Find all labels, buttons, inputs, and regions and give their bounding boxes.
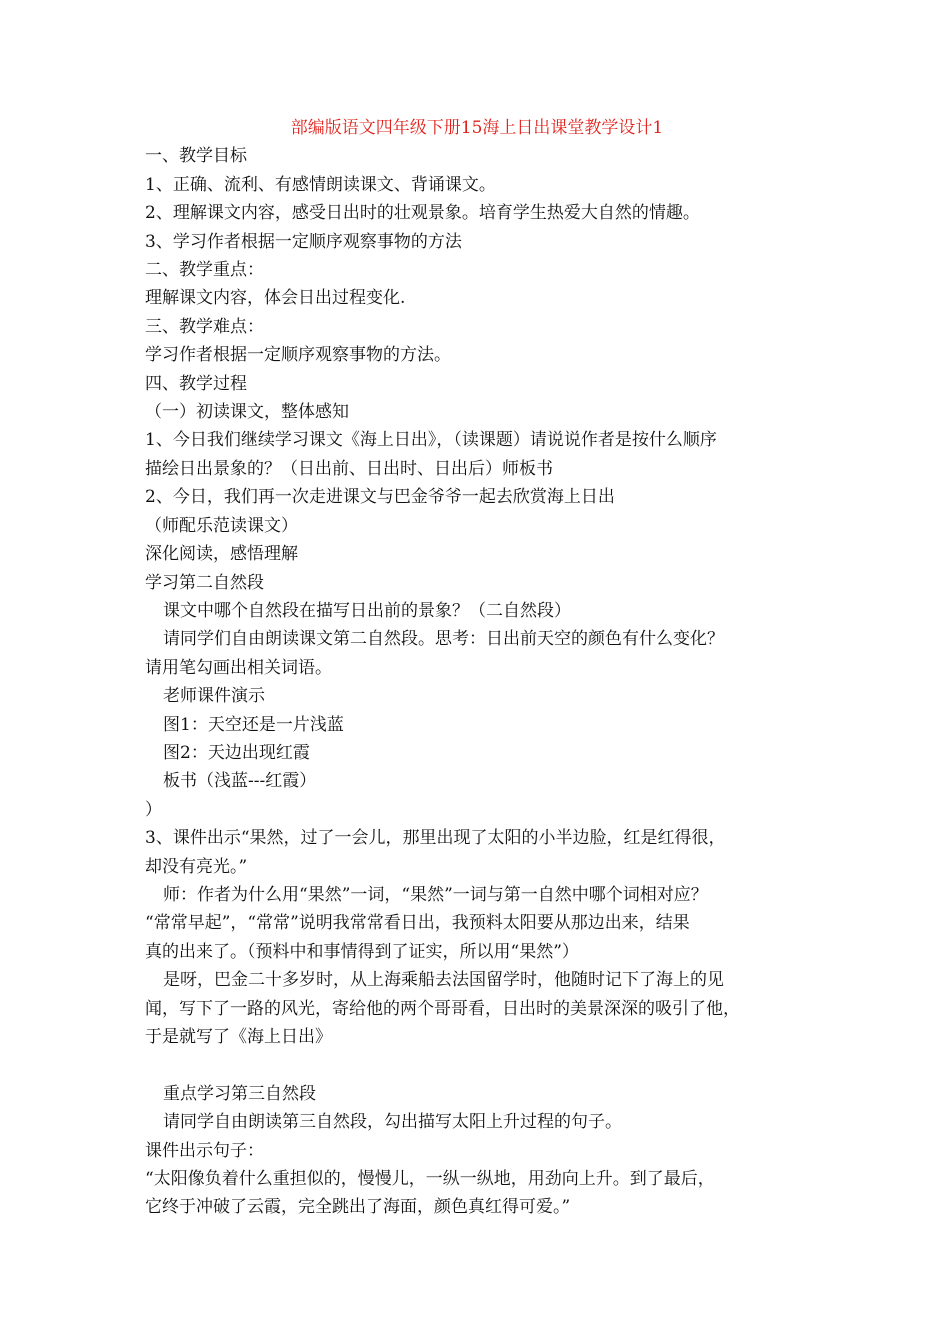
- section-heading-goals: 一、教学目标: [145, 146, 247, 167]
- blank-line: [145, 1051, 815, 1079]
- paragraph-line: 是呀，巴金二十多岁时，从上海乘船去法国留学时，他随时记下了海上的见: [163, 970, 724, 991]
- paragraph-line: 闻，写下了一路的风光，寄给他的两个哥哥看，日出时的美景深深的吸引了他，: [145, 998, 740, 1019]
- paragraph-line: 描绘日出景象的？（日出前、日出时、日出后）师板书: [145, 458, 553, 479]
- section-heading-key-points: 二、教学重点：: [145, 260, 264, 281]
- paragraph-line: 3、课件出示“果然，过了一会儿，那里出现了太阳的小半边脸，红是红得很，: [145, 828, 726, 849]
- paragraph-line: 却没有亮光。”: [145, 856, 248, 877]
- paragraph-line: 老师课件演示: [163, 686, 265, 707]
- paragraph-line: 重点学习第三自然段: [163, 1083, 316, 1104]
- paragraph-line: “常常早起”，“常常”说明我常常看日出，我预料太阳要从那边出来，结果: [145, 913, 690, 934]
- section-heading-process: 四、教学过程: [145, 373, 247, 394]
- key-points-text: 理解课文内容，体会日出过程变化.: [145, 288, 406, 309]
- paragraph-line: 真的出来了。（预料中和事情得到了证实，所以用“果然”）: [145, 941, 579, 962]
- paragraph-line: 深化阅读，感悟理解: [145, 544, 298, 565]
- difficulties-text: 学习作者根据一定顺序观察事物的方法。: [145, 345, 451, 366]
- paragraph-line: 于是就写了《海上日出》: [145, 1027, 332, 1047]
- paragraph-line: 板书（浅蓝---红霞）: [163, 771, 317, 792]
- paragraph-line: 图2：天边出现红霞: [163, 742, 310, 763]
- paragraph-line: 课文中哪个自然段在描写日出前的景象？（二自然段）: [163, 600, 571, 621]
- paragraph-line: 请用笔勾画出相关词语。: [145, 657, 332, 678]
- paragraph-line: 它终于冲破了云霞，完全跳出了海面，颜色真红得可爱。”: [145, 1197, 571, 1218]
- paragraph-line: 师：作者为什么用“果然”一词，“果然”一词与第一自然中哪个词相对应？: [163, 884, 708, 905]
- goal-item-3: 3、学习作者根据一定顺序观察事物的方法: [145, 231, 462, 252]
- paragraph-line: 图1：天空还是一片浅蓝: [163, 714, 344, 735]
- paragraph-line: 学习第二自然段: [145, 572, 264, 593]
- document-page: [145, 114, 815, 1222]
- goal-item-2: 2、理解课文内容，感受日出时的壮观景象。培育学生热爱大自然的情趣。: [145, 203, 700, 224]
- section-heading-difficulties: 三、教学难点：: [145, 316, 264, 337]
- paragraph-line: 2、今日，我们再一次走进课文与巴金爷爷一起去欣赏海上日出: [145, 487, 615, 508]
- paragraph-line: ）: [145, 799, 162, 820]
- paragraph-line: 课件出示句子：: [145, 1140, 264, 1161]
- goal-item-1: 1、正确、流利、有感情朗读课文、背诵课文。: [145, 174, 496, 195]
- paragraph-line: 请同学们自由朗读课文第二自然段。思考：日出前天空的颜色有什么变化？: [163, 629, 724, 650]
- paragraph-line: “太阳像负着什么重担似的，慢慢儿，一纵一纵地，用劲向上升。到了最后，: [145, 1169, 715, 1190]
- paragraph-line: （师配乐范读课文）: [145, 515, 298, 536]
- subsection-heading-first-reading: （一）初读课文，整体感知: [145, 402, 349, 423]
- document-title: 部编版语文四年级下册15海上日出课堂教学设计1: [290, 118, 664, 138]
- paragraph-line: 请同学自由朗读第三自然段，勾出描写太阳上升过程的句子。: [163, 1112, 622, 1133]
- paragraph-line: 1、今日我们继续学习课文《海上日出》，（读课题）请说说作者是按什么顺序: [145, 430, 717, 451]
